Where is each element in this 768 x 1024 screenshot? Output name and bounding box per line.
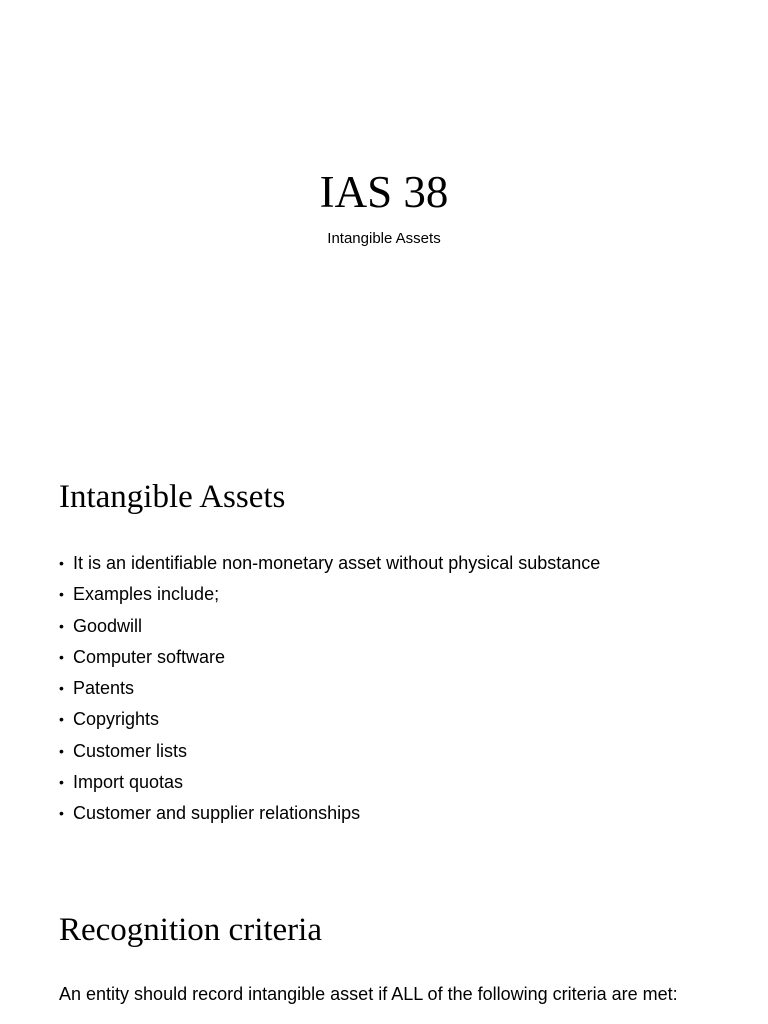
bullet-text: Goodwill (73, 615, 143, 636)
bullet-marker: • (59, 805, 64, 822)
bullet-item (59, 737, 739, 768)
bullet-item (59, 549, 739, 580)
bullet-item (59, 643, 739, 674)
bullet-marker: • (59, 711, 64, 728)
section-heading-recognition-criteria: Recognition criteria (59, 912, 322, 948)
document-subtitle: Intangible Assets (327, 230, 441, 247)
bullet-item (59, 674, 739, 705)
bullet-marker: • (59, 617, 64, 634)
bullet-text: Import quotas (73, 772, 184, 793)
bullet-text: Customer and supplier relationships (73, 803, 361, 824)
bullet-marker: • (59, 586, 64, 603)
bullet-text: It is an identifiable non-monetary asset without physical substance (73, 553, 601, 573)
bullet-text: Copyrights (73, 709, 160, 730)
bullet-marker: • (59, 774, 64, 791)
bullet-marker: • (59, 680, 64, 697)
section-heading-intangible-assets: Intangible Assets (59, 479, 286, 515)
bullet-text: Patents (73, 678, 135, 699)
bullet-text: Customer lists (73, 740, 188, 761)
recognition-criteria-body: An entity should record intangible asset if ALL of the following criteria are met: (59, 984, 678, 1004)
bullet-item (59, 612, 739, 643)
bullet-item (59, 580, 739, 611)
bullet-marker: • (59, 555, 64, 571)
bullet-item (59, 799, 739, 830)
bullet-marker: • (59, 742, 64, 759)
bullet-text: Computer software (73, 646, 226, 667)
bullet-item (59, 768, 739, 799)
intangible-assets-bullet-list (59, 549, 739, 831)
document-title: IAS 38 (319, 167, 449, 217)
bullet-text: Examples include; (73, 584, 220, 605)
bullet-item (59, 705, 739, 736)
bullet-marker: • (59, 648, 64, 665)
